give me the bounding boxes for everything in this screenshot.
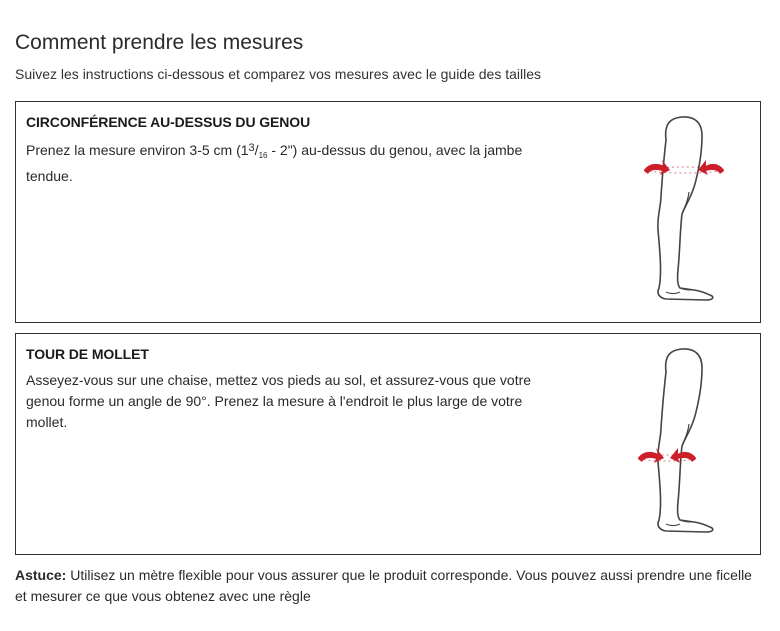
page-title: Comment prendre les mesures <box>15 31 304 54</box>
card-text-before: Prenez la mesure environ 3-5 cm (1 <box>26 142 249 158</box>
fraction-numerator: 3 <box>248 142 255 154</box>
tip-body: Utilisez un mètre flexible pour vous assurer que le produit corresponde. Vous pouvez aussi prendre une ficelle et mesurer ce que vous obtenez avec une règle <box>15 567 752 604</box>
fraction-denominator: 16 <box>258 151 268 160</box>
card-instructions: Asseyez-vous sur une chaise, mettez vos pieds au sol, et assurez-vous que votre genou forme un angle de 90°. Prenez la mesure à l'endroit le plus large de votre mollet. <box>26 372 532 430</box>
card-instructions: Prenez la mesure environ 3-5 cm ($1^3/_{16}$ - 2") au-dessus du genou, avec la jambe tendue. <box>26 142 523 184</box>
card-title: TOUR DE MOLLET <box>26 346 149 362</box>
card-title: CIRCONFÉRENCE AU-DESSUS DU GENOU <box>26 114 311 130</box>
tip-text <box>15 565 765 607</box>
page-subtitle: Suivez les instructions ci-dessous et comparez vos mesures avec le guide des tailles <box>15 66 542 82</box>
leg-calf-measure-icon <box>636 344 732 544</box>
card-text-after: - 2") au-dessus du genou, avec la jambe tendue. <box>26 142 523 184</box>
measure-card-calf <box>15 333 761 555</box>
leg-above-knee-measure-icon <box>636 112 732 312</box>
tip-label: Astuce: <box>15 567 67 583</box>
measure-card-above-knee <box>15 101 761 323</box>
